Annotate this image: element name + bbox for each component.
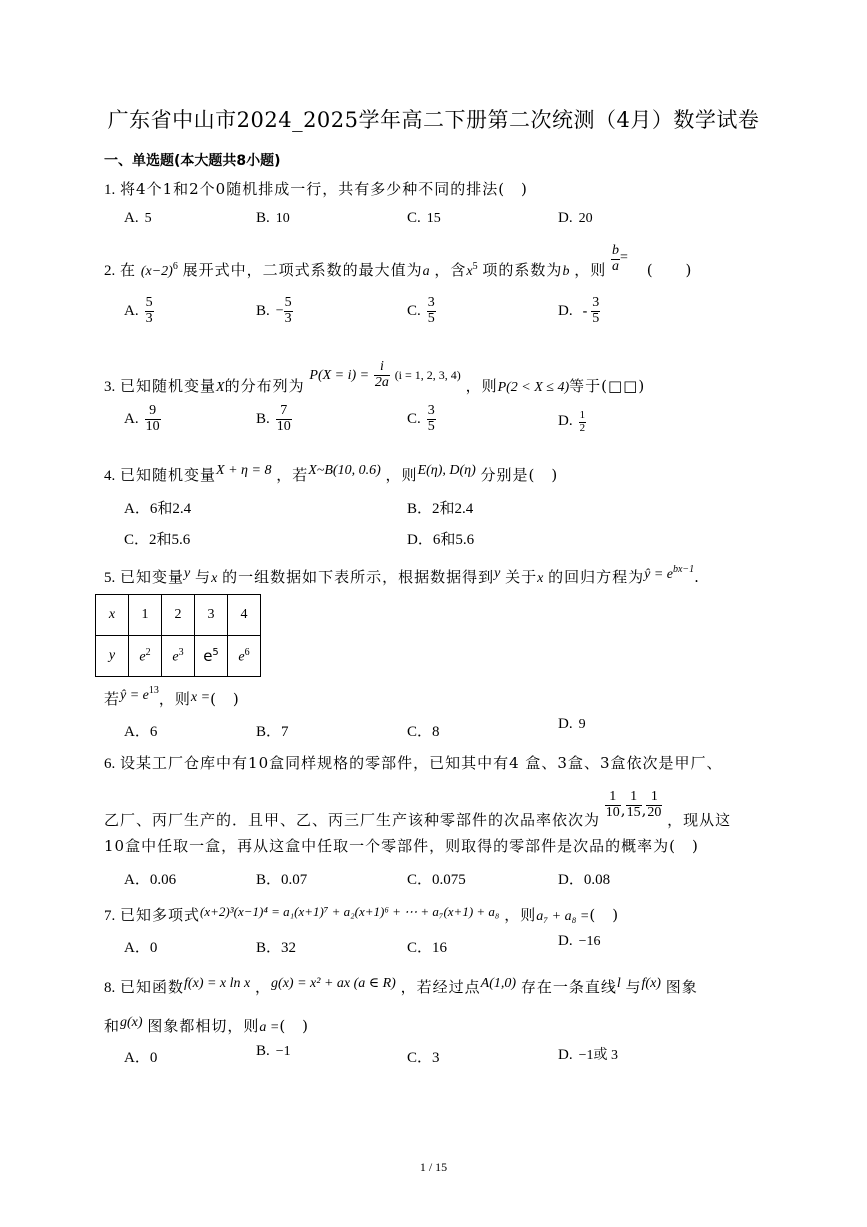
- q6-option-d[interactable]: D．0.08: [558, 872, 611, 888]
- section-heading: 一、单选题(本大题共8小题): [104, 153, 281, 169]
- table-cell: 1: [129, 595, 162, 636]
- q1-option-b[interactable]: B. 10: [256, 210, 290, 226]
- q1-option-d[interactable]: D. 20: [558, 210, 593, 226]
- table-cell: $e^3$: [162, 636, 195, 677]
- data-table: [95, 594, 261, 677]
- question-6-line-1: 6. 设某工厂仓库中有10盒同样规格的零部件，已知其中有4 盒、3盒、3盒依次是甲厂、: [104, 754, 723, 772]
- q6-option-b[interactable]: B．0.07: [256, 872, 308, 888]
- q8-option-d[interactable]: D. −1或 3: [558, 1047, 618, 1063]
- table-row: [96, 595, 261, 636]
- question-6-line-3: 10盒中任取一盒，再从这盒中任取一个零部件，则取得的零部件是次品的概率为( ): [104, 837, 699, 855]
- question-7: 7. 已知多项式(x+2)³(x−1)⁴ = a₁(x+1)⁷ + a₂(x+1)⁶ + ⋯ + a₇(x+1) + a₈ ，则a₇ + a₈ =( ): [104, 904, 620, 924]
- q2-option-d[interactable]: D. - $\frac{3}{5}$: [558, 295, 600, 326]
- q7-option-a[interactable]: A．0: [124, 940, 158, 956]
- table-cell: y: [96, 636, 129, 677]
- q2-option-c[interactable]: C. $\frac{3}{5}$: [407, 295, 435, 326]
- q3-option-b[interactable]: B. $\frac{7}{10}$: [256, 403, 291, 434]
- question-2: 2. 在 $(x-2)^6$ 展开式中，二项式系数的最大值为a ，含$x^5$ 项的系数为b ，则 $\frac{b}{a}$ = ( ): [104, 243, 693, 280]
- q1-option-c[interactable]: C. 15: [407, 210, 441, 226]
- question-1: 1. 将4个1和2个0随机排成一行，共有多少种不同的排法( ): [104, 180, 528, 198]
- q4-option-c[interactable]: C．2和5.6: [124, 532, 191, 548]
- question-5: 5. 已知变量y 与x 的一组数据如下表所示，根据数据得到y 关于x 的回归方程为ŷ = $e^{bx-1}$.: [104, 564, 699, 586]
- q5-option-c[interactable]: C．8: [407, 724, 440, 740]
- q7-option-c[interactable]: C．16: [407, 940, 448, 956]
- q2-option-a[interactable]: A. $\frac{5}{3}$: [124, 295, 153, 326]
- q8-option-b[interactable]: B. −1: [256, 1043, 291, 1059]
- table-cell: $e^6$: [228, 636, 261, 677]
- q8-option-c[interactable]: C．3: [407, 1050, 440, 1066]
- q5-option-d[interactable]: D. 9: [558, 716, 586, 732]
- question-6-line-2: 乙厂、丙厂生产的．且甲、乙、丙三厂生产该种零部件的次品率依次为 $\frac{1}{10}$ , $\frac{1}{15}$ , $\frac{1}{20}$ ，现从这: [104, 789, 732, 830]
- q5-option-b[interactable]: B．7: [256, 724, 289, 740]
- table-cell: $e^5$: [195, 636, 228, 677]
- q4-option-b[interactable]: B．2和2.4: [407, 501, 474, 517]
- table-cell: 3: [195, 595, 228, 636]
- q7-option-b[interactable]: B．32: [256, 940, 297, 956]
- page-number: 1 / 15: [419, 1160, 448, 1174]
- page-title: 广东省中山市2024_2025学年高二下册第二次统测（4月）数学试卷: [107, 108, 760, 132]
- q5-option-a[interactable]: A．6: [124, 724, 158, 740]
- question-8-line-2: 和g(x) 图象都相切，则a =( ): [104, 1015, 310, 1035]
- question-3: 3. 已知随机变量X的分布列为 P(X = i) = $\frac{i}{2a}$ (i = 1, 2, 3, 4) ，则P(2 < X ≤ 4)等于(□□): [104, 359, 646, 396]
- q8-option-a[interactable]: A．0: [124, 1050, 158, 1066]
- q3-option-d[interactable]: D. $\frac{1}{2}$: [558, 409, 586, 434]
- q6-option-a[interactable]: A．0.06: [124, 872, 177, 888]
- table-row: [96, 636, 261, 677]
- q2-option-b[interactable]: B. − $\frac{5}{3}$: [256, 295, 292, 326]
- table-cell: 4: [228, 595, 261, 636]
- q6-option-c[interactable]: C．0.075: [407, 872, 466, 888]
- q1-option-a[interactable]: A. 5: [124, 210, 152, 226]
- q4-option-a[interactable]: A．6和2.4: [124, 501, 192, 517]
- question-4: 4. 已知随机变量X + η = 8 ，若X~B(10, 0.6) ，则E(η), D(η) 分别是( ): [104, 463, 559, 484]
- q3-option-a[interactable]: A. $\frac{9}{10}$: [124, 403, 160, 434]
- q3-option-c[interactable]: C. $\frac{3}{5}$: [407, 403, 435, 434]
- table-cell: x: [96, 595, 129, 636]
- q4-option-d[interactable]: D．6和5.6: [407, 532, 475, 548]
- q7-option-d[interactable]: D. −16: [558, 933, 601, 949]
- table-cell: $e^2$: [129, 636, 162, 677]
- question-8-line-1: 8. 已知函数f(x) = x ln x ，g(x) = x² + ax (a ∈ R) ，若经过点A(1,0) 存在一条直线l 与f(x) 图象: [104, 976, 698, 996]
- table-cell: 2: [162, 595, 195, 636]
- question-5-condition: 若ŷ = $e^{13}$，则x =( ): [104, 685, 240, 708]
